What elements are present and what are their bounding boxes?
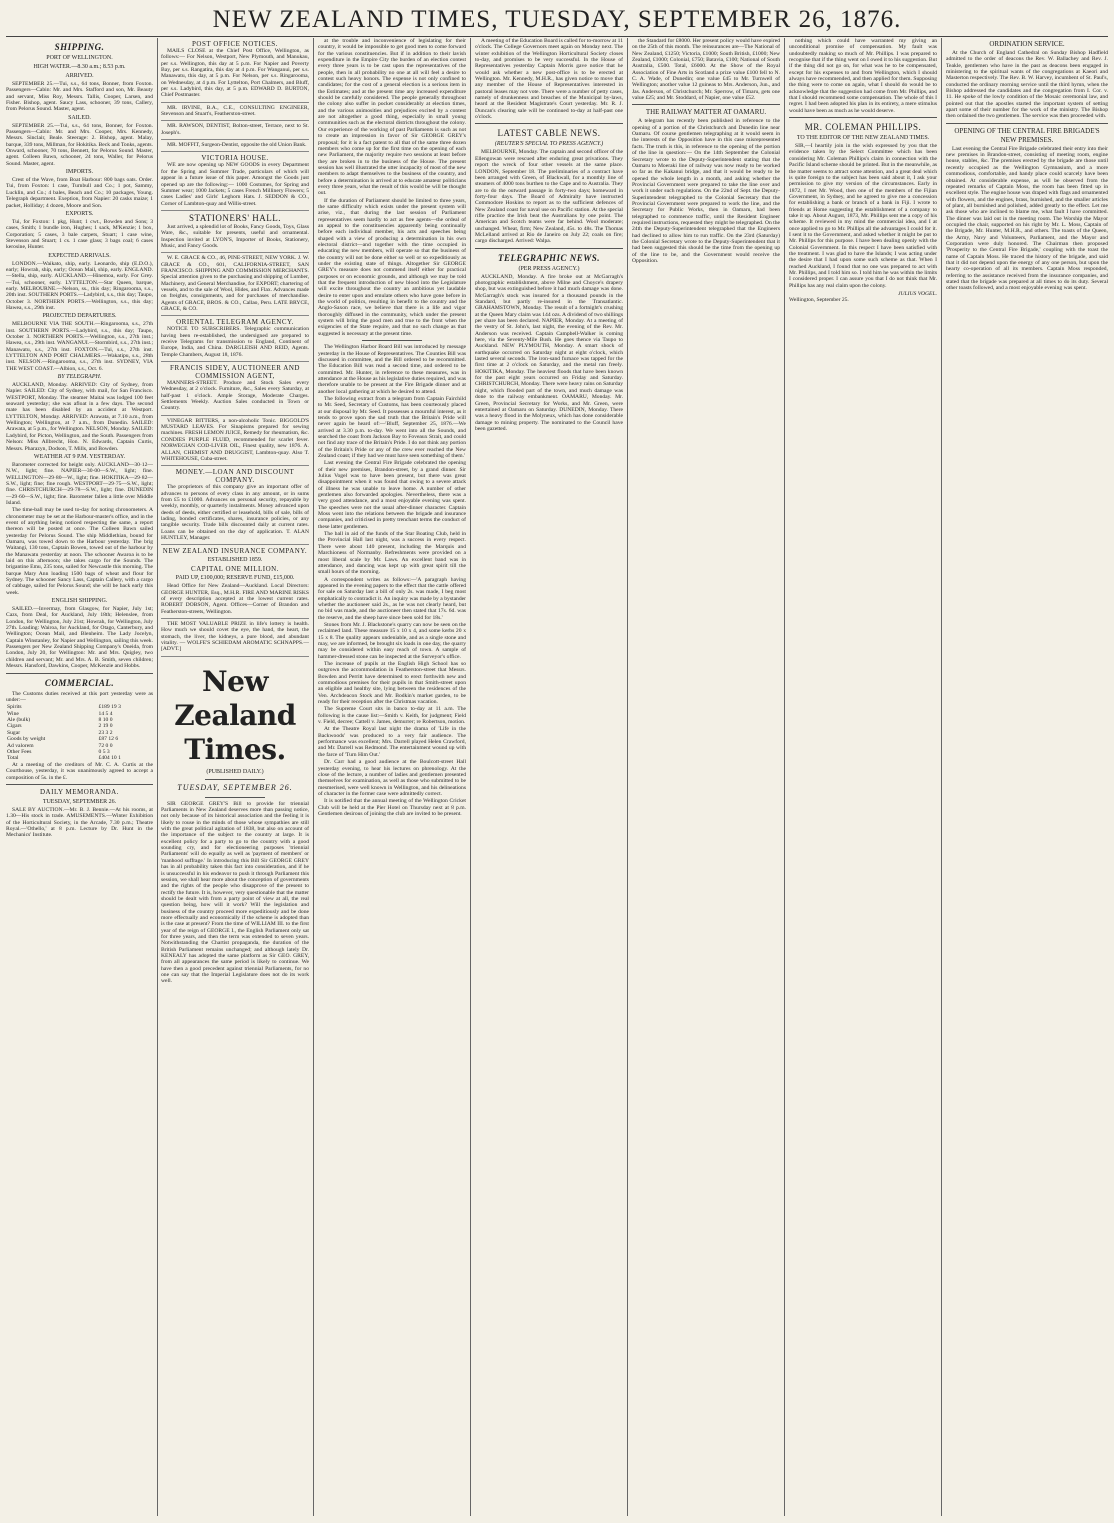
exports-text: Tui, for Foxton: 1 pkg, Hunt; 1 cwt., Bowden and Sons; 3 cases, Smith; 1 bundle iron, Hughes; 1 sack, M'Kenzie; 1 box, Corporation; 5 cases, 3 bale carpets, Stuart; 1 case wine, Stevenson and Stuart; 1 cs. 1 case glass; 3 bags coal; 6 cases kerosine, Hunter.	[6, 218, 153, 251]
section-title-coleman: MR. COLEMAN PHILLIPS.	[804, 122, 922, 133]
article-paragraph: nothing which could have warranted my giving an unconditional promise of compensation. My fault was undoubtedly making so much of Mr. Phillips. I was prepared to recognise that if the thing went on I owed it to his suggestion. But if the thing did not go on, for what was he to be compensated, except for his expenses to and from Wellington, which I should always have recommended, and then applied for them. Supposing the thing were to come on again, what I should do would be to acknowledge that the suggestion had come from Mr. Phillips, and that I should recommend some compensation. The whole of this I regret. I had been adopted his plan in its entirety, a mere stimulus would have been as much as he would deserve.	[789, 38, 937, 114]
page-header: NEW ZEALAND TIMES, TUESDAY, SEPTEMBER 26, 1876.	[212, 6, 902, 33]
column-advertisements	[161, 38, 309, 1516]
published-daily: (PUBLISHED DAILY.)	[206, 768, 264, 775]
column-divider	[941, 38, 942, 1516]
section-title-commercial: COMMERCIAL.	[44, 677, 115, 688]
ad-title: MONEY.—LOAN AND DISCOUNT COMPANY.	[175, 468, 295, 485]
table-row: Goods by weight £87 12 6	[7, 736, 119, 743]
section-subtitle: (PER PRESS AGENCY.)	[518, 265, 580, 272]
section-title-shipping: SHIPPING.	[54, 42, 105, 52]
article-paragraph: A correspondent writes as follows:—'A paragraph having appeared in the evening papers to the effect that the cattle offered for sale on Saturday last a bill of only 2s. was made, I beg most emphatically to contradict it. An inquiry was made by a bystander whether the auctioneer said 2s., as he was not clearly heard, but no bid was made, and the auctioneer then stated that 17s. 6d. was the reserve, and the sheep have since been sold for 18s.'	[318, 576, 466, 621]
ad-stationers-hall	[161, 211, 309, 253]
ad-vinegar	[161, 416, 309, 466]
column-divider	[470, 38, 471, 1516]
weather-text: Barometer corrected for height only. AUCKLAND—30·12—N.W., light; fine. NAPIER—30·00—S.W., light; fine. WELLINGTON—29·80—W., light; fine. HOKITIKA—29·82—S.W., light; fine; fine rough. WESTPORT—29·75—S.W., light; fine. CHRISTCHURCH—29·78—S.W., light; fine. DUNEDIN—29·60—S.W., light; fine. Barometer fallen a little over Middle Island.	[6, 461, 153, 506]
article-paragraph: SIR,—I heartily join in the wish expressed by you that the evidence taken by the Select Committee which has been considering Mr. Coleman Phillips's claim in connection with the Pacific Island scheme should be printed. But in the meanwhile, as the matter seems to attract some attention, and a great deal which is quite foreign to the subject has been said about it, I ask your permission to give my version of the circumstances. Early in 1872, I met Mr. Wood, then one of the members of the Fijian Government, in Sydney, and he agreed to give me a concession for establishing a bank or branch of a bank in Fiji. I wrote to friends at Home suggesting the establishment of a company to take it up. About August, 1873, Mr. Phillips sent me a copy of his scheme. It reviewed in my mind the commercial idea, and I at once applied to go to Mr. Phillips all the advantages I could for it. I sent it to the Government, and asked whether it might be put to Mr. Phillips for this purpose. I have been dealing openly with the Colonial Government. In this respect I have been satisfied with the treatment. I was glad to have the Islands; I was acting under the desire that I had upon some such scheme as that. When I reached Auckland, I found that no one was prepared to act with Mr. Phillips, and I told him so. I told him he was within the limits I considered proper. I can assure you that I do not think that Mr. Phillips has any real claim upon the colony.	[789, 143, 937, 289]
table-row: Ale (bulk) 8 10 0	[7, 717, 113, 723]
sailed-text: SEPTEMBER 25.—Tui, s.s., 64 tons, Bonner, for Foxton. Passengers—Cabin: Mr. and Mrs. Cooper, Mrs. Kennedy, Messrs. Sinclair, Beale. Steerage: 2. Bishop, agent. Malay, barque, 339 tons, Millman, for Hokitika. Beck and Tonks, agents. Onward, schooner, 70 tons, Bennett, for Pelorus Sound. Master, agent. Colleen Bawn, schooner, 24 tons, Waller, for Pelorus Sound. Master, agent.	[6, 122, 153, 167]
section-title-railway: THE RAILWAY MATTER AT OAMARU.	[645, 108, 767, 117]
signature-date: Wellington, September 25.	[789, 297, 849, 304]
ad-text: MR. MOFFIT, Surgeon-Dentist, opposite the old Union Bank.	[167, 142, 307, 149]
column-divider	[313, 38, 314, 1516]
ad-text: WE are now opening up NEW GOODS in every Department for the Spring and Summer Trade, particulars of which will appear in a future issue of this paper. Amongst the Goods just opened up are the following:— 1000 Costumes, for Spring and Summer wear; 1000 Jackets; 5 cases French Millinery Flowers; 5 cases Ladies' and Girls' Leghorn Hats. J. SEDDON & CO., Corner of Lambton-quay and Willis-street.	[161, 162, 309, 207]
article-paragraph: Stones from Mr. J. Blackstone's quarry can now be seen on the reclaimed land. These measure 15 x 10 x 4, and some kerbs 20 x 15 x 8. The quality appears undeniable, and as a single stone and may, we are informed, be brought six loads in one day, the quarry may be considered within easy reach of town. A sample of hammer-dressed stone can be inspected at the Surveyor's office.	[318, 621, 466, 660]
article-paragraph: At the Church of England Cathedral on Sunday Bishop Hadfield admitted to the order of deacons the Rev. W. Ballachey and Rev. J. Teakle, gentlemen who have in the past as deacons been engaged in ministering to the spiritual wants of the congregations at Kaeori and Masterton respectively. The Rev. B. W. Harvey, incumbent of St. Paul's, conducted the ordinary morning service until the third hymn, when the Bishop addressed the candidates and the congregation from I. Cor. v. 11. He spoke of the lowly condition of the Mosaic ceremonial law, and pointed out that the apostles started the important system of setting apart some of their number for the work of the ministry. The Bishop then ordained the two gentlemen. The service was then proceeded with.	[946, 50, 1108, 120]
divider	[789, 117, 937, 118]
english-label: ENGLISH SHIPPING.	[51, 598, 108, 605]
ad-text: THE MOST VALUABLE PRIZE in life's lottery is health. How much we should covet the eye, the hand, the heart, the stomach, the liver, the kidneys, a pure blood, and abundant vitality. — WOLFE'S SCHIEDAM AROMATIC SCHNAPPS.—[ADVT.]	[161, 621, 309, 653]
column-editorial	[318, 38, 466, 1516]
ad-text: Head Office for New Zealand—Auckland. Local Directors: GEORGE HUNTER, Esq., M.H.R. FIRE AND MARINE RISKS of every description accepted at the lowest current rates. ROBERT DOBSON, Agent. Offices—Corner of Brandon and Featherston-streets, Wellington.	[161, 583, 309, 615]
exports-label: EXPORTS.	[65, 210, 94, 217]
ad-text: W. E. GRACE & CO., 46, PINE-STREET, NEW YORK. J. W. GRACE & CO., 601, CALIFORNIA-STREET, SAN FRANCISCO. SHIPPING AND COMMISSION MERCHANTS. Special attention given to the purchasing and shipping of Lumber, Machinery, and General Merchandise, for EXPORT; chartering of vessels, and to the sale of Wool, Hides, and Flax. Advances made on freights, consignments, and for purchases of merchandise. Agents of GRACE, BROS. & CO., Callao, Peru. LATE BRYCE, GRACE, & CO.	[161, 255, 309, 312]
daily-memoranda-text: SALE BY AUCTION.—Mr. B. J. Bennie.—At his rooms, at 1.30—His stock in trade. AMUSEMENTS.—Winter Exhibition of the Horticultural Society, in the Arcade, 7.30 p.m.; Theatre Royal.—'Othello,' at 8 p.m. Lecture by Dr. Hunt in the Mechanics' Institute.	[6, 806, 153, 839]
column-letters	[789, 38, 937, 1516]
weather-label: WEATHER AT 9 P.M. YESTERDAY.	[33, 453, 126, 460]
ad-text: MAILS CLOSE at the Chief Post Office, Wellington, as follows:— For Nelson, Westport, New Plymouth, and Manukau, per s.s. Wellington, this day at 5 p.m. For Napier and Poverty Bay, per s.s. Rangatira, this day at 4 p.m. For Wanganui, per s.s. Manawatu, this day, at 5 p.m. For Nelson, per s.s. Ringarooma, on Wednesday, at 4 p.m. For Lyttelton, Port Chalmers, and Bluff, per s.s. Ladybird, this day, at 5 p.m. EDWARD D. BURTON, Chief Postmaster.	[161, 48, 309, 99]
article-paragraph: The increase of pupils at the English High School has so outgrown the accommodation in Featherston-street that Messrs. Bowden and Perritt have determined to erect forthwith new and commodious premises for their pupils in that Smith-street upon an eligible and healthy site, lying between the residences of the Ven. Archdeacon Stock and Mr. Bodkin's market garden, to be ready for their reception after the Christmas vacation.	[318, 661, 466, 706]
article-paragraph: Dr. Carr had a good audience at the Boulcott-street Hall yesterday evening, to hear his lectures on phrenology. At the close of the lecture, a number of ladies and gentlemen presented themselves for examination, as well as those who submitted to be mesmerised, were well known in Wellington, and his delineations of character in the former case were admittedly correct.	[318, 759, 466, 797]
article-paragraph: Last evening the Central Fire Brigade celebrated the opening of their new premises, Brandon-street, by a grand dinner. Sir Julius Vogel was to have been present, but there was great disappointment when it was found that owing to a severe attack of illness he was unable to leave home. A number of other gentlemen also forwarded apologies. Nevertheless, there was a very good attendance, and a most enjoyable evening was spent. The speeches were not the usual after-dinner character. Captain Moss went into the relations between the brigade and insurance companies, and criticised in pretty trenchant terms the conduct of these latter gentlemen.	[318, 460, 466, 530]
ad-oriental	[161, 316, 309, 362]
divider	[205, 797, 264, 798]
ad-victoria-house	[161, 152, 309, 210]
table-row: Wine 14 5 4	[7, 710, 113, 717]
article-paragraph: If the duration of Parliament should be limited to three years, the same difficulty which exists under the present system will arise, viz., that during the last session of Parliament representatives seem hardly to act as free agents—the ordeal of an appeal to the constituencies apparently being continually before each individual member, his acts and speeches being shaped with a view of producing a determination in his own electoral district—and together with the time occupied in educating the new members, will operate so that the business of the country will not be done either so well or so expeditiously as under the existing state of things. Altogether Sir GEORGE GREY's measure does not commend itself either for practical purposes or on economic grounds, and although we may be told that the frequent introduction of new blood into the Legislature will excite throughout the country an ambitious yet laudable desire to enter upon and emulate others who have gone before in the world of politics, resulting in benefit to the country and the Anglo-Saxon race, we believe that there is a life and vigor thoroughly diffused in the community, which under the present system will bring the good men and true to the front when the exigencies of the State require, and that no such change as that suggested is necessary at the present time.	[318, 197, 466, 337]
arrived-label: ARRIVED.	[65, 73, 94, 79]
ad-card	[161, 121, 309, 140]
section-title-fire-brigade: OPENING OF THE CENTRAL FIRE BRIGADE'S NEW PREMISES.	[954, 126, 1100, 144]
article-paragraph: It is notified that the annual meeting of the Wellington Cricket Club will be held at the Pier Hotel on Thursday next at 8 p.m. Gentlemen desirous of joining the club are invited to be present.	[318, 798, 466, 817]
article-paragraph: A telegram has recently been published in reference to the opening of a portion of the Christchurch and Dunedin line near Oamaru. Of course gentlemen telegraphing at it would seem in the interests of the Opposition have in this case misrepresented facts. The truth is this, in reference to the opening of the portion of the line in question:— On the 14th September the Colonial Secretary wrote to the Deputy-Superintendent stating that the Oamaru to Moeraki line of railway was now ready to be worked so far as the Kakanui bridge, and that it would be ready to be opened the whole length in a month, and asking whether the Provincial Government were prepared to take the line over and work it under such regulations. On the 22nd of Sept. the Deputy-Superintendent telegraphed to the Colonial Secretary that the Provincial Government were prepared to work the line, and the Secretary for Public Works, then in Oamaru, had been telegraphed to commence traffic, until the Resident Engineer required instructions, requested they might be telegraphed. On the 24th the Deputy-Superintendent telegraphed that the Engineers had declined to allow him to run traffic. On the 23rd (Saturday) the Colonial Secretary wrote to the Deputy-Superintendent that it had been suggested this should be the time from the opening up of the line to be, and the Government would receive the Opposition.	[632, 118, 780, 264]
commercial-text: The Customs duties received at this port yesterday were as under:—	[6, 690, 153, 703]
ad-capital: CAPITAL ONE MILLION.	[191, 565, 279, 574]
divider	[362, 340, 421, 341]
section-subtitle: (REUTER'S SPECIAL TO PRESS AGENCY.)	[494, 141, 604, 148]
ad-text: NOTICE TO SUBSCRIBERS. Telegraphic communication having been re-established, the undersigned are prepared to receive Telegrams for transmission to England, Continent of Europe, India, and China. DARGLEISH AND REID, Agents. Temple Chambers, August 18, 1876.	[161, 326, 309, 358]
projected-label: PROJECTED DEPARTURES.	[42, 313, 117, 320]
high-water: HIGH WATER.—8.30 a.m.; 8.53 p.m.	[33, 64, 126, 70]
issue-date: TUESDAY, SEPTEMBER 26.	[177, 782, 293, 792]
ad-card	[161, 140, 309, 152]
ad-title: FRANCIS SIDEY, AUCTIONEER AND COMMISSION AGENT,	[170, 364, 300, 381]
column-divider	[784, 38, 785, 1516]
article-paragraph: the Standard for £8000. Her present policy would have expired on the 25th of this month. The reinsurances are—The National of New Zealand, £1250; Victoria, £1000; South British, £1000; New Zealand, £1000; Colonial, £750; Batavia, £100; National of South Australia, £500. Total, £6000. At the Show of the Royal Association of Fine Arts in Scotland a prize value £100 fell to N. C. A. Wade, of Dunedin; one value £45 to Mr. Turnwell of Wellington; another value 12 guineas to Mrs. Anderson, Jun., and Jas. Anderson, of Christchurch; Mr. Sperrow, of Timaru, gets one value £25; and Mr. Stoddard, of Napier, one value £52.	[632, 38, 780, 102]
ad-title: ORIENTAL TELEGRAM AGENCY.	[176, 318, 294, 327]
article-paragraph: The ball in aid of the funds of the Star Boating Club, held in the Provincial Hall last night, was a success in every respect. There were about 140 present, including the Marquis and Marchioness of Normanby. Refreshments were provided on a most liberal scale by Mr. Laws. An excellent band was in attendance, and dancing was kept up with great spirit till the small hours of the morning.	[318, 531, 466, 576]
divider	[475, 123, 623, 124]
daily-memoranda-date: TUESDAY, SEPTEMBER 26.	[42, 798, 117, 805]
divider	[475, 248, 623, 249]
divider	[6, 673, 153, 674]
section-title-cables: LATEST CABLE NEWS.	[497, 128, 601, 139]
column-railway	[632, 38, 780, 1516]
newspaper-nameplate: New Zealand Times.	[174, 664, 296, 766]
imports-label: IMPORTS.	[65, 169, 94, 176]
column-news	[475, 38, 623, 1516]
header-rule	[6, 36, 1108, 37]
ad-text: The proprietors of this company give an important offer of advances to persons of every class in any amount, or in sums from £5 to £1000. Advances on personal security, repayable by weekly, monthly, or quarterly instalments. Money advanced upon deeds of deeds, either certified or leasehold, bills of sale, bills of lading, bonded certificates, shares, insurance policies, or any tangible security. Trade bills discounted daily at current rates. Loans can be obtained on the day of application. T. ALAN HUNTLEY, Manager.	[161, 484, 309, 541]
ad-title: STATIONERS' HALL.	[189, 212, 281, 223]
article-paragraph: At the Theatre Royal last night the drama of 'Life in the Backwoods' was produced to a very fair audience. The performance was excellent; Mrs. Darrell played Helen Crawford, and Mr. Darrell was Redmond. The entertainment wound up with the farce of 'Turn Him Out.'	[318, 726, 466, 758]
ad-text: MR. IRVINE, B.A., C.E., CONSULTING ENGINEER, Stevenson and Stuart's, Featherston-street.	[161, 104, 309, 118]
divider	[205, 779, 264, 780]
section-title-telegraphic: TELEGRAPHIC NEWS.	[497, 252, 601, 263]
imports-text: Crest of the Wave, from Boat Harbour: 800 bags oats. Order. Tui, from Foxton: 1 case, Turnbull and Co.; 1 pot, Sammy, Lucklin, and Co.; 4 bales, Beach and Co.; 10 packages, Young. Telegraph department. Exeption, from Napier: 20 casks maize; 1 packet, Holliday; 4 dozen, Moore and Son.	[6, 177, 153, 209]
ad-text: MR. RAWSON, DENTIST, Bolton-street, Terrace, next to St. Joseph's.	[161, 123, 309, 136]
news-text: The time-ball may be used to-day for noting chronometers. A chronometer may be set at the Harbour-master's office, and in the event of anything being noticed respecting the same, a report thereon will be posted at once. The Colleen Bawn sailed yesterday for Pelorus Sound. The ship Middlethian, bound for Oamaru, was towed down to the Harbour yesterday. The brig Waitangi, 130 tons, Captain Bowen, towed out of the harbour by the Manawatu yesterday at noon. The schooner Awaroa is to be laid on this afternoon; she takes cargo for the Sounds. The brigantine Emu, 235 tons, sailed for Newcastle this morning. The barque Mary Ann loading 1500 bags of wheat and flour for Sydney. The schooner Sancy Lass, Captain Callery, with a cargo of cabbage, sailed for Pelorus Sound; she will be back early this week.	[6, 507, 153, 596]
ad-paid-up: PAID UP, £100,000; RESERVE FUND, £15,000.	[175, 575, 295, 582]
signature: JULIUS VOGEL.	[898, 291, 937, 298]
table-row: Other Fees 0 5 3	[7, 749, 110, 756]
ad-prize	[161, 619, 309, 657]
article-paragraph: The following extract from a telegram from Captain Fairchild to Mr. Seed, Secretary of Customs, has been courteously placed at our disposal by Mr. Seed. It possesses a mournful interest, as it tends to prove upon the sad truth that the Britain's Pride will never again be heard of:—'Bluff, September 25, 1876.—We arrived at 3.30 p.m. to-day. We went into all the Sounds, and searched the coast from Jackson Bay to Foveaux Strait, and could not find any trace of the Britain's Pride. I do not think any portion of the Britain's Pride or any of the crew ever reached the New Zealand coast; if they had we must have seen something of them.'	[318, 395, 466, 459]
ad-card	[161, 103, 309, 122]
column-divider	[627, 38, 628, 1516]
editorial-text: SIR GEORGE GREY'S Bill to provide for triennial Parliaments in New Zealand deserves more than passing notice, not only because of its historical association and the feeling it is likely to rouse in the minds of those whose sympathies are still with the great political agitation of 1838, but also on account of the importance of the subject to the country at large. It is excellent policy for a party to go to the country with a good sounding cry, and for electioneering purposes 'triennial Parliaments' will do equally as well as 'payment of members' or 'manhood suffrage.' In introducing this Bill Sir GEORGE GREY has in all probability taken this fact into consideration, and if he is unsuccessful in his endeavor to push it through Parliament this session, we shall hear more about the conception of governments and the rights of the people who disapprove of the present to rectify the future. It is, however, very questionable that the matter should be dealt with from a party point of view at all, the real question being, how will it work? Will the legislation and business of the country proceed more expeditiously and be done more effectually and economically if the scheme is adopted than is the case at present? From the time of WILLIAM III. to the first year of the reign of GEORGE I., the English Parliament only sat for three years, and then the term was extended to seven years. Notwithstanding the Chartist propaganda, the duration of the British Parliament remains unchanged; and although lately Dr. KENEALY has adopted the same platform as Sir GEO. GREY, from all appearances the same period is likely to continue. We have then a good precedent against triennial Parliaments, for no one can say that the Imperial Legislature does not do its work well.	[161, 800, 309, 985]
port-title: PORT OF WELLINGTON.	[46, 55, 113, 61]
ad-money	[161, 466, 309, 545]
table-row: Ad valorem 72 0 0	[7, 742, 113, 749]
article-paragraph: MELBOURNE, Monday. The captain and second officer of the Ellengowan were rescued after enduring great privations. They report the wreck of four other vessels at the same place. LONDON, September 18. The preliminaries of a contract have been arranged with Green, of Blackwall, for a monthly line of steamers of 4000 tons burthen to the Cape and to Australia. They are to do the outward passage in forty-two days; homeward in forty-four days. The Board of Admiralty have instructed Commodore Hoskins to report as to the sufficient defences of New Zealand coast for naval use on Pacific station. At the special rifle practice the Irish beat the Australians by one point. The American and Scotch teams were far behind. Wool moderate; unchanged. Wheat, firm; New Zealand, 45s. to 48s. The Thomas McLelland arrived at Rio de Janeiro on July 22; coals on fire; cargo discharged. Arrived: Walpa.	[475, 149, 623, 245]
ad-sidey	[161, 362, 309, 416]
english-text: SAILED.—Invermay, from Glasgow, for Napier, July 1st; Cazs, from Deal, for Auckland, July 18th; Helenslee, from London, for Wellington, July 21st; Howrah, for Wellington, July 27th. Loading: Wairoa, for Auckland, for Otago, Canterbury, and Wellington; Ocean Mail, and Blenheim. The Lady Jocelyn, Captain Winstanley, for Napier and Wellington, sailing this week. Passengers per New Zealand Shipping Company's Oneida, from London, July 20, for Wellington: Mr. and Mrs. Quigley, two children and servant; Mr. and Mrs. A. B. Smith, seven children; Messrs. Hansford, Dawkins, Cooper, McKenzie and Hobbs.	[6, 606, 153, 670]
column-ordination	[946, 38, 1108, 1516]
divider	[632, 104, 780, 105]
telegraph-text: AUCKLAND, Monday. ARRIVED: City of Sydney, from Napier. SAILED: City of Sydney, with mail, for San Francisco. WESTPORT, Monday. The steamer Maitai was lodged 100 feet seaward yesterday; she was afloat in a few days. The second mate has been disabled by an accident at Westport. LYTTELTON, Monday. ARRIVED: Arawata, at 7.10 a.m., from Wellington; Wellington, at 7 a.m., from Dunedin. SAILED: Arawata, at 5 p.m., for Wellington. NELSON, Monday. SAILED: Ladybird, for Picton, Wellington, and the South. Passengers from Nelson: Miss Allbrecht, Hon. N. Edwards, Captain Curtis, Messrs. Pharazyn, Dodson, T. Mills, and Bowden.	[6, 382, 153, 452]
article-paragraph: The Supreme Court sits in banco to-day at 11 a.m. The following is the cause list:—Smith v. Keith, for judgment; Field v. Field, decree; Cattell v. James, demurrer; re Robertson, motion.	[318, 706, 466, 726]
table-row: Total £404 10 1	[7, 755, 121, 762]
article-paragraph: The Wellington Harbor Board Bill was introduced by message yesterday in the House of Representatives. The Counties Bill was discussed in committee, and the Bill ordered to be recommitted. The Education Bill was read a second time, and ordered to be committed. Mr. Hunter, in reference to these measures, was in attendance at the House as his legislative duties required, and was therefore unable to be present at the Fire Brigade dinner and at another local gathering at which he desired to attend.	[318, 344, 466, 395]
article-paragraph: Last evening the Central Fire Brigade celebrated their entry into their new premises in Brandon-street, consisting of meeting room, engine house, stables, &c. The premises erected by the brigade are those until recently occupied as the Wellington Gymnasium, and a more commodious, comfortable, and handy place could scarcely have been obtained. At considerable expense, as will be observed from the repeated remarks of Captain Moss, the room has been fitted up in excellent style. The engine house was draped with flags and ornamented with flowers, and the engines, brass, burnished, and the smaller articles of plant, all burnished and polished, added greatly to the effect. Let me ask those who are inclined to blame me, what fault I have committed. The dinner was laid out in the meeting room. The Worship the Mayor occupied the chair, supported on his right by Mr. L. Moss, Captain of the Brigade, Mr. Hunter, M.H.R., and others. The toasts of the Queen, the Army, Navy and Volunteers, Parliament, and the Mayor and Corporation were duly honored. The Chairman then proposed 'Prosperity to the Central Fire Brigade,' coupling with the toast the name of Captain Moss. He traced the history of the brigade, and said that it did not depend upon the energy of any one person, but upon the hearty co-operation of all its members. Captain Moss responded, referring to the assistance received from the insurance companies, and stated that the brigade was prepared at all times to do its duty. Several other toasts followed, and a most enjoyable evening was spent.	[946, 145, 1108, 292]
ad-text: VINEGAR BITTERS, a non-alcoholic Tonic. BIGGOLD'S MUSTARD LEAVES. For Sinapisms prepared for sewing machines. FRESH LEMON JUICE, Remedy for rheumatism, &c. CONDIES PURPLE FLUID, recommended for scarlet fever. NORWEGIAN COD-LIVER OIL, Finest quality, new 1876. A. ALLAN, CHEMIST AND DRUGGIST, Lambton-quay. Also T. WHITEHOUSE, Cuba-street.	[161, 417, 309, 462]
ad-text: MANNERS-STREET. Produce and Stock Sales every Wednesday, at 2 o'clock. Furniture, &c., Sales every Saturday, at half-past 1 o'clock. Ample Storage, Moderate Charges. Settlements Weekly. Auction Sales conducted in Town or Country.	[161, 380, 309, 412]
article-paragraph: A meeting of the Education Board is called for to-morrow at 11 o'clock. The College Governors meet again on Monday next. The winter exhibition of the Wellington Horticultural Society closes to-day, and promises to be very successful. In the House of Representatives yesterday Captain Morris gave notice that he would ask whether a new post-office is to be erected at Wellington. Mr. Kennedy, M.H.R., has given notice to move that any member of the House of Representatives interested in pastoral leases may not vote. There were a number of petty cases, namely of drunkenness and breaches of the Municipal by-laws, heard at the Resident Magistrate's Court yesterday. Mr. R. J. Duncan's clearing sale will be continued to-day at half-past one o'clock.	[475, 38, 623, 121]
section-title-ordination: ORDINATION SERVICE.	[989, 40, 1065, 48]
table-row: Sugar 23 3 2	[7, 729, 113, 736]
article-paragraph: AUCKLAND, Monday. A fire broke out at McGarragh's photographic establishment, above Milne and Choyce's drapery shop, but was extinguished before it had much damage was done. McGarragh's stock was insured for a thousand pounds in the Standard, but partly re-insured in the Transatlantic. GRAHAMSTOWN, Monday. The result of a fortnight's crushing at the Queen Mary claim was 144 ozs. A dividend of two shillings per share has been declared. NAPIER, Monday. At a meeting of the vestry of St. John's, last night, the evening of the Rev. Mr. Anderson was received. Captain Campbell-Walker is coming here, via the Seventy-Mile Bush. He goes thence via Taupo to Auckland. NEW PLYMOUTH, Monday. A smart shock of earthquake occurred on Saturday night at eight o'clock, which lasted several seconds. The iron-sand furnace was tapped for the first time at 2 o'clock on Saturday, and the metal ran freely. HOKITIKA, Monday. The heaviest floods that have been known for the past eight years occurred on Friday and Saturday. CHRISTCHURCH, Monday. There were heavy rains on Saturday night, which flooded part of the town, and much damage was done to the railway embankment. OAMARU, Monday. Mr. Green, Provincial Secretary for Works, and Mr. Green, were entertained at Oamaru on Saturday. DUNEDIN, Monday. There was a heavy flood in the Molyneux, which has done considerable damage to mining property. The nominated to the Council have been gazetted.	[475, 273, 623, 432]
ad-text: Just arrived, a splendid lot of Books, Fancy Goods, Toys, Glass Ware, &c., suitable for presents, useful and ornamental. Inspection invited at LYON'S, Importer of Books, Stationery, Music, and Fancy Goods.	[161, 223, 309, 249]
ad-title: NEW ZEALAND INSURANCE COMPANY.	[162, 547, 308, 556]
customs-table	[6, 704, 153, 762]
ad-subtitle: ESTABLISHED 1859.	[207, 557, 263, 564]
daily-memoranda-title: DAILY MEMORANDA.	[40, 787, 119, 796]
column-divider	[157, 38, 158, 1516]
table-row: Cigars 2 19 0	[7, 723, 113, 730]
table-row: Spirits £189 19 3	[7, 704, 121, 711]
section-subtitle: TO THE EDITOR OF THE NEW ZEALAND TIMES.	[796, 135, 930, 142]
ad-insurance	[161, 545, 309, 619]
ad-title: VICTORIA HOUSE.	[201, 154, 269, 163]
ad-title: POST OFFICE NOTICES.	[192, 40, 278, 48]
column-shipping	[6, 38, 153, 1516]
expected-text: LONDON.—Waikato, ship, early. Leonardo, ship (E.D.O.), early; Howrah, ship, early; Ocean Mail, ship, early. ENGLAND.—Stella, ship, early. AUCKLAND.—Hinemoa, early. For Grey.—Tui, schooner, early. LYTTELTON.—Star Queen, barque, early. MELBOURNE.—Nelson, ss., this day; Ringarooma, s.s., 20th inst. SOUTHERN PORTS.—Ladybird, s.s., this day; Taupo, October 3. NORTHERN PORTS.—Wellington, s.s., this day; Hawea, s.s., 29th inst.	[6, 260, 153, 311]
projected-text: MELBOURNE VIA THE SOUTH.—Ringarooma, s.s., 27th inst. SOUTHERN PORTS.—Ladybird, s.s., this day; Taupo, October 3. NORTHERN PORTS.—Wellington, s.s., 27th inst.; Hawea, s.s., 29th inst. WANGANUI.—Stormbird, s.s., 27th inst.; Manawatu, s.s., 27th inst. FOXTON.—Tui, s.s., 27th inst. LYTTELTON AND PORT CHALMERS.—Wakatipu, s.s., 28th inst. NELSON.—Ringarooma, s.s., 27th inst. SYDNEY, VIA THE WEST COAST.—Albion, s.s., Oct. 6.	[6, 321, 153, 372]
ad-post-office	[161, 38, 309, 103]
meeting-text: At a meeting of the creditors of Mr. C. A. Curtis at the Courthouse, yesterday, it was unanimously agreed to accept a composition of 5s. in the £.	[6, 761, 153, 781]
divider	[6, 784, 153, 785]
sailed-label: SAILED.	[68, 114, 91, 121]
telegraph-label: BY TELEGRAPH.	[57, 374, 102, 381]
divider	[946, 123, 1108, 124]
ad-grace	[161, 253, 309, 316]
article-paragraph: at the trouble and inconvenience of legislating for their country, it would be impossible to get good men to come forward for the various constituencies. But if in addition to their lavish expenditure in the Empire City the burden of an election contest every three years is to be cast upon the representatives of the people, then in all probability no one at all will feel a desire to contest such heavy honors. The expense is not only confined to candidates; for the cost of a general election is a serious item in the Estimates; and at the present time any increased expenditure should be carefully considered. The people generally throughout the colony also suffer in pocket considerably at election times, and the various animosities and prejudices excited by a contest are not altogether a good thing, especially in small young communities such as the electoral districts throughout the colony. Our experience of the working of past Parliaments is such as not to create an impression in favor of Sir GEORGE GREY's proposal; for it is a fact patent to all that of the same three dozen members who come up for the first time on the opening of each new Parliament, the majority require two sessions at least before they are broken in to the business of the House. The present session has well illustrated the utter incapacity of most of the new members to adapt themselves to the business of the country, and before a determination is arrived at to educate amateur politicians every three years, what the result of this would be will be thought out.	[318, 38, 466, 197]
arrived-text: SEPTEMBER 25.—Tui, s.s., 64 tons, Bonner, from Foxton. Passengers—Cabin: Mr. and Mrs. Stafford and son, Mr. Beauty and servant, Miss Roy, Messrs. Tallis, Cooper, Larsen, and Fisher. Bishop, agent. Saucy Lass, schooner, 39 tons, Callery, from Pelorus Sound. Master, agent.	[6, 81, 153, 113]
expected-label: EXPECTED ARRIVALS.	[48, 252, 111, 259]
